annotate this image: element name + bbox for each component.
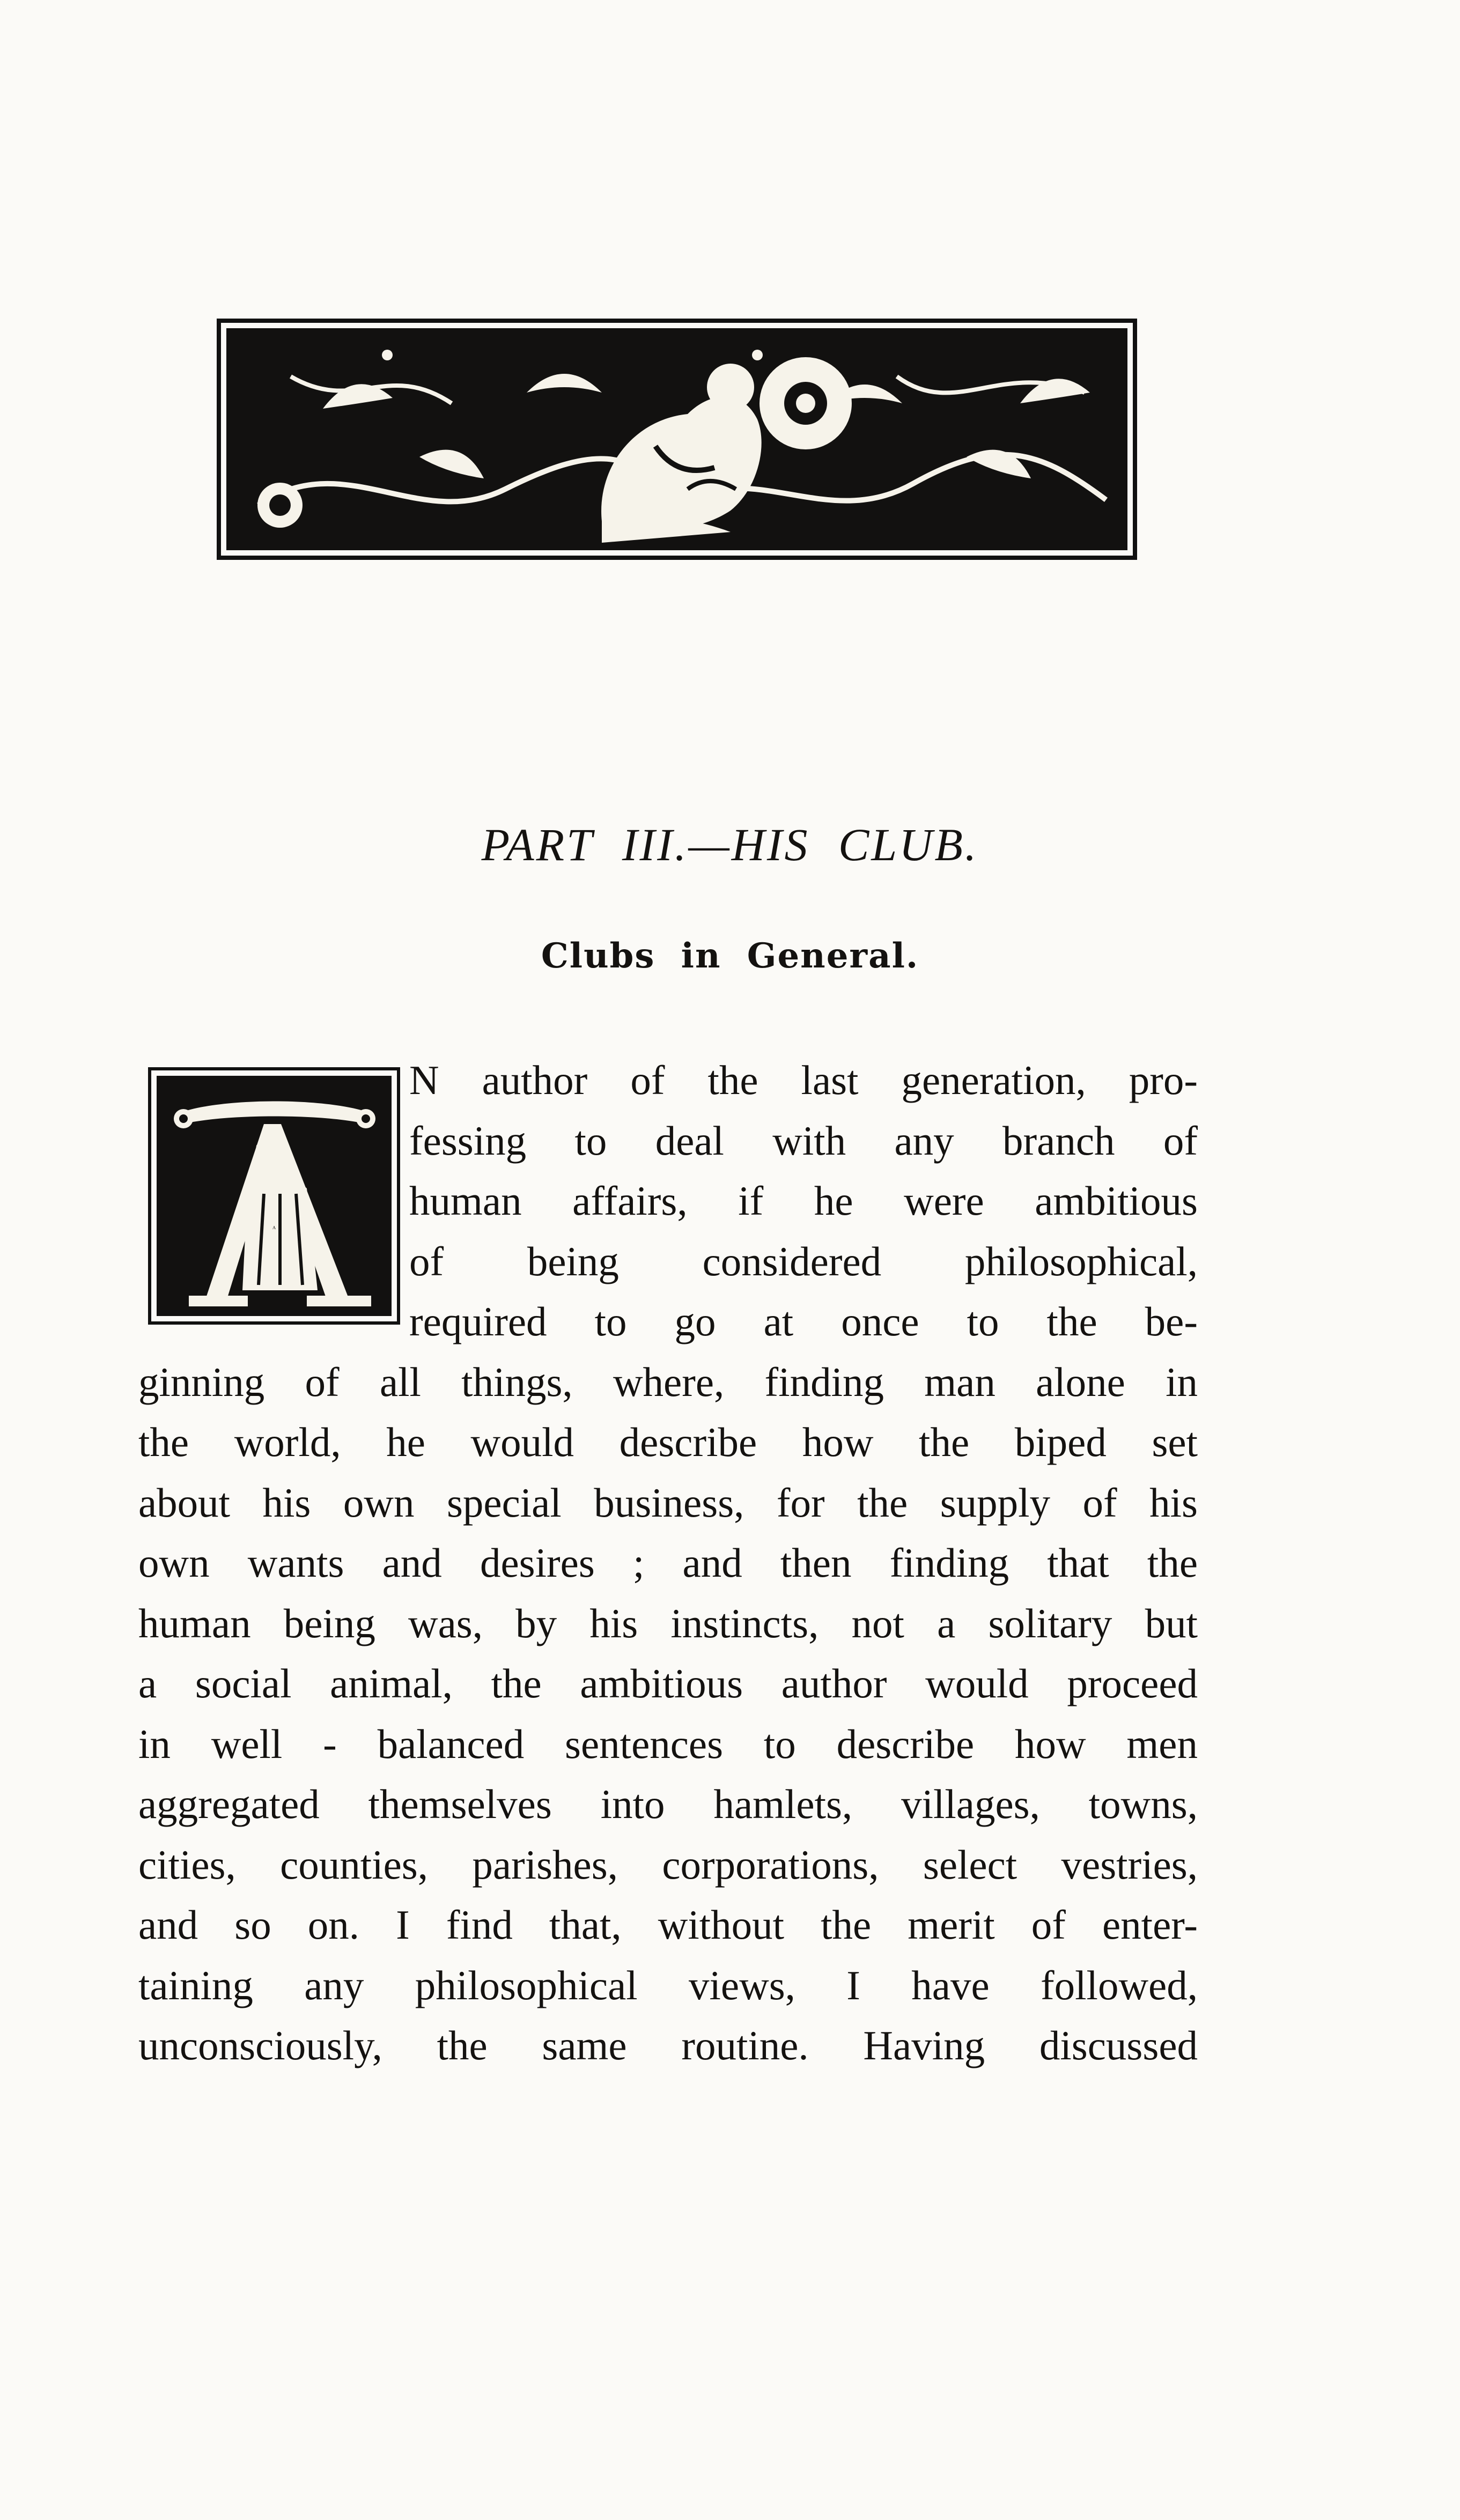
text-line-3: human affairs, if he were ambitious — [409, 1178, 1198, 1224]
drop-cap-letter: A — [272, 1225, 276, 1230]
text-line-11: a social animal, the ambitious author would proceed — [138, 1660, 1198, 1706]
text-line-2: fessing to deal with any branch of — [409, 1117, 1198, 1164]
text-line-14: cities, counties, parishes, corporations, select vestries, — [138, 1841, 1198, 1888]
text-line-10: human being was, by his instincts, not a solitary but — [138, 1600, 1198, 1646]
section-title: Clubs in General. — [541, 936, 919, 976]
text-line-16: taining any philosophical views, I have followed, — [138, 1962, 1198, 2008]
part-title: PART III.—HIS CLUB. — [481, 819, 979, 870]
text-line-6: ginning of all things, where, finding man alone in — [138, 1358, 1198, 1405]
text-line-13: aggregated themselves into hamlets, villages, towns, — [138, 1781, 1198, 1827]
floral-ornament-icon — [226, 328, 1127, 550]
headpiece-ornament — [217, 319, 1137, 560]
text-line-4: of being considered philosophical, — [409, 1238, 1198, 1284]
text-line-9: own wants and desires ; and then finding that the — [138, 1540, 1198, 1586]
text-line-7: the world, he would describe how the biped set — [138, 1419, 1198, 1465]
text-line-12: in well - balanced sentences to describe how men — [138, 1720, 1198, 1767]
text-line-5: required to go at once to the be- — [409, 1298, 1198, 1344]
text-line-15: and so on. I find that, without the merit of enter- — [138, 1902, 1198, 1948]
body-text — [138, 1050, 1198, 2076]
text-line-8: about his own special business, for the supply of his — [138, 1479, 1198, 1526]
text-line-1: N author of the last generation, pro- — [409, 1057, 1198, 1103]
text-line-17: unconsciously, the same routine. Having discussed — [138, 2022, 1198, 2068]
